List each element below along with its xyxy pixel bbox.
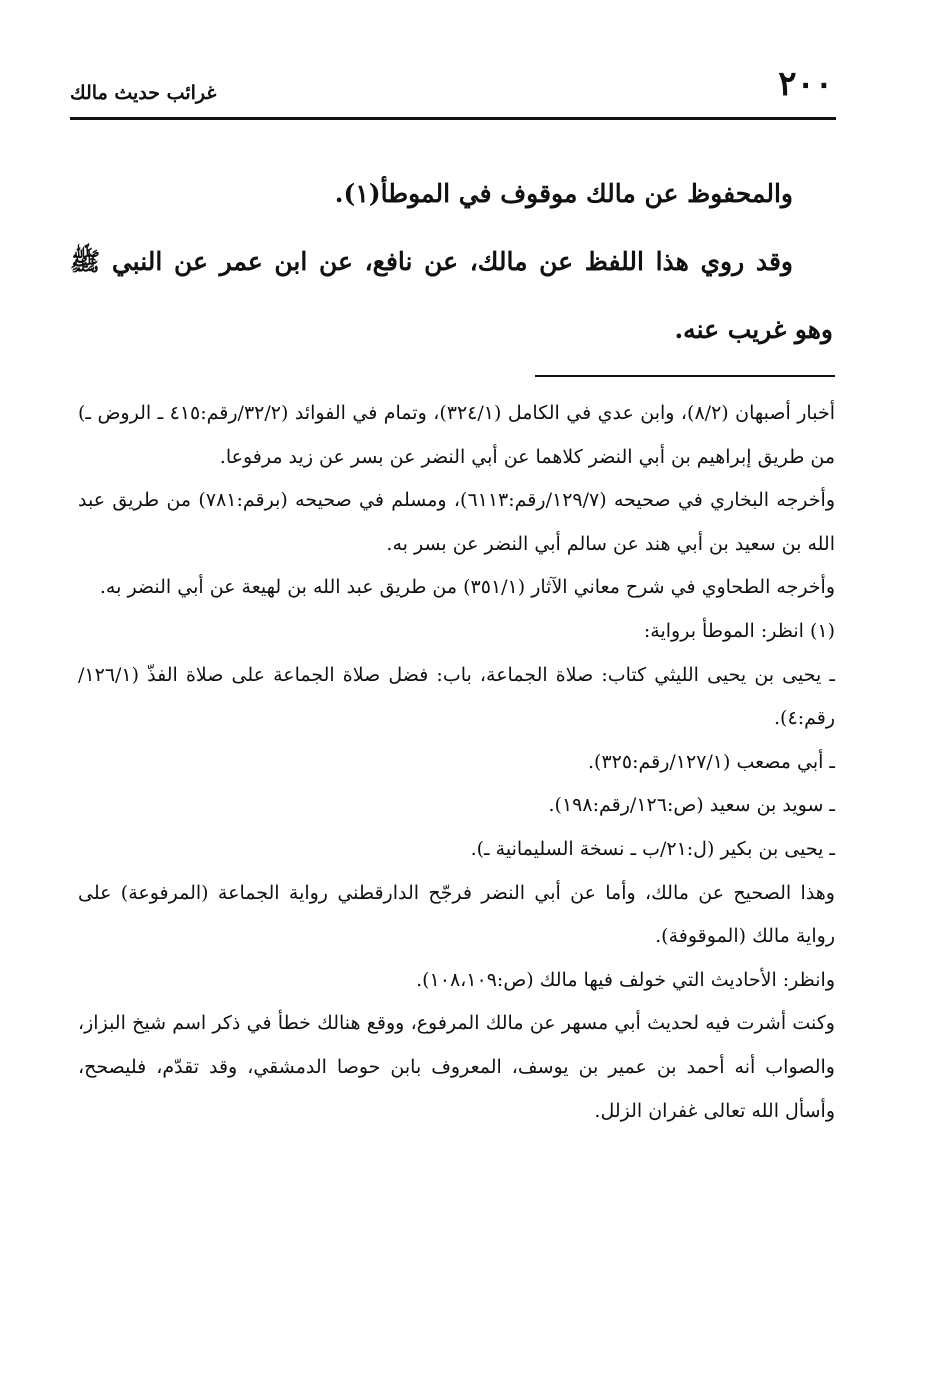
footnote-rule bbox=[535, 375, 835, 377]
footnote-paragraph: أخبار أصبهان (٨/٢)، وابن عدي في الكامل (٣٢٤/١)، وتمام في الفوائد (٣٢/٢/رقم:٤١٥ ـ الروض ـ) من طريق إبراهيم بن أبي النضر كلاهما عن أبي النضر عن بسر عن زيد مرفوعا. bbox=[78, 402, 835, 468]
page-header bbox=[70, 64, 833, 112]
main-paragraph: وقد روي هذا اللفظ عن مالك، عن نافع، عن ابن عمر عن النبي ﷺ وهو غريب عنه. bbox=[70, 247, 833, 344]
main-text bbox=[70, 160, 833, 364]
footnote-paragraph: ـ يحيى بن بكير (ل:٢١/ب ـ نسخة السليمانية ـ). bbox=[470, 837, 835, 860]
running-title: غرائب حديث مالك bbox=[70, 82, 217, 104]
footnote-paragraph: وانظر: الأحاديث التي خولف فيها مالك (ص:١٠٨،١٠٩). bbox=[416, 968, 835, 991]
footnote-paragraph: ـ يحيى بن يحيى الليثي كتاب: صلاة الجماعة، باب: فضل صلاة الجماعة على صلاة الفذّ (١٢٦/١/رقم:٤). bbox=[78, 663, 835, 730]
footnote-paragraph: وأخرجه الطحاوي في شرح معاني الآثار (٣٥١/١) من طريق عبد الله بن لهيعة عن أبي النضر به. bbox=[99, 576, 835, 599]
header-rule bbox=[70, 117, 836, 120]
footnote-marker-line: (١) انظر: الموطأ برواية: bbox=[643, 619, 835, 642]
page-number: ٢٠٠ bbox=[778, 64, 833, 104]
footnote-paragraph: وأخرجه البخاري في صحيحه (١٢٩/٧/رقم:٦١١٣)، ومسلم في صحيحه (برقم:٧٨١) من طريق عبد الله بن سعيد بن أبي هند عن سالم أبي النضر عن بسر به. bbox=[78, 489, 835, 555]
footnote-paragraph: ـ سويد بن سعيد (ص:١٢٦/رقم:١٩٨). bbox=[548, 794, 835, 817]
footnote-paragraph: وكنت أشرت فيه لحديث أبي مسهر عن مالك المرفوع، ووقع هنالك خطأ في ذكر اسم شيخ البزاز، والصواب أنه أحمد بن عمير بن يوسف، المعروف بابن حوصا الدمشقي، وقد تقدّم، فليصحح، وأسأل الله تعالى غفران الزلل. bbox=[78, 1012, 835, 1122]
footnotes bbox=[78, 392, 835, 1133]
footnote-paragraph: ـ أبي مصعب (١٢٧/١/رقم:٣٢٥). bbox=[587, 750, 835, 773]
main-paragraph: والمحفوظ عن مالك موقوف في الموطأ(١). bbox=[334, 179, 793, 208]
footnote-paragraph: وهذا الصحيح عن مالك، وأما عن أبي النضر فرجّح الدارقطني رواية الجماعة (المرفوعة) على رواية مالك (الموقوفة). bbox=[78, 881, 835, 948]
